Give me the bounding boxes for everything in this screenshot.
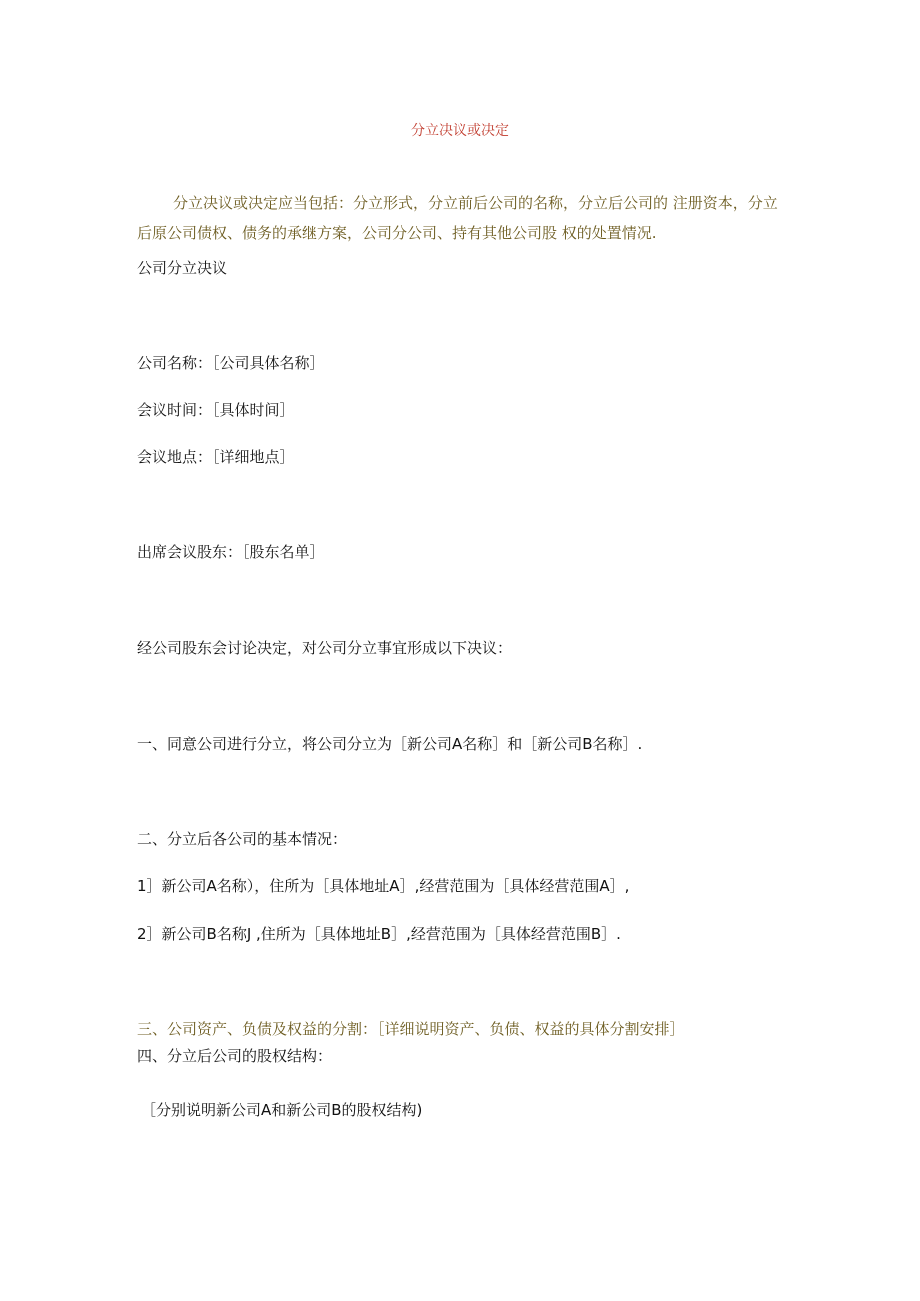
attendees-line: 出席会议股东：［股东名单］ — [137, 543, 325, 561]
resolution-heading: 公司分立决议 — [137, 259, 228, 277]
item-2: 二、分立后各公司的基本情况： — [137, 830, 348, 848]
item-1: 一、同意公司进行分立，将公司分立为［新公司A名称］和［新公司B名称］. — [137, 735, 643, 753]
item-2-1: 1］新公司A名称），住所为［具体地址A］,经营范围为［具体经营范围A］, — [137, 877, 630, 895]
preamble-line: 经公司股东会讨论决定，对公司分立事宜形成以下决议： — [137, 639, 513, 657]
item-3: 三、公司资产、负债及权益的分割：［详细说明资产、负债、权益的具体分割安排］ — [137, 1020, 685, 1038]
meeting-place-line: 会议地点：［详细地点］ — [137, 448, 295, 466]
item-4: 四、分立后公司的股权结构： — [137, 1047, 333, 1065]
item-4-detail: ［分别说明新公司A和新公司B的股权结构) — [141, 1101, 423, 1119]
meeting-time-line: 会议时间：［具体时间］ — [137, 401, 295, 419]
company-name-line: 公司名称：［公司具体名称］ — [137, 354, 325, 372]
intro-paragraph: 分立决议或决定应当包括：分立形式，分立前后公司的名称，分立后公司的 注册资本，分立后原公司债权、债务的承继方案，公司分公司、持有其他公司股 权的处置情况. — [137, 194, 778, 242]
item-2-2: 2］新公司B名称J ,住所为［具体地址B］,经营范围为［具体经营范围B］. — [137, 925, 621, 943]
document-title: 分立决议或决定 — [411, 123, 509, 139]
